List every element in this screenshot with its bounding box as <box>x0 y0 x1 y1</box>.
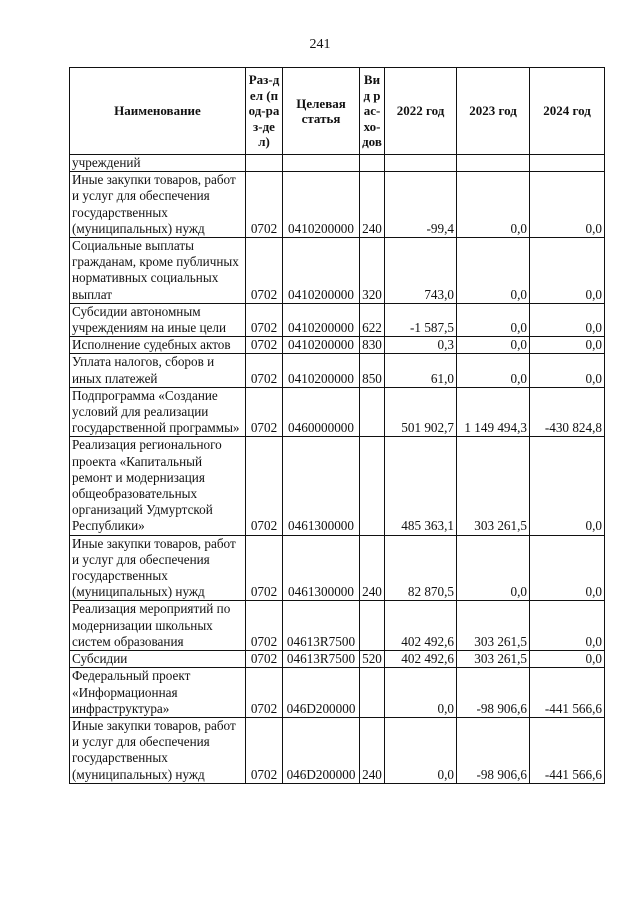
cell-expense-type: 830 <box>360 337 385 354</box>
cell-section: 0702 <box>246 387 283 437</box>
cell-name: Иные закупки товаров, работ и услуг для обеспечения государственных (муниципальных) нужд <box>70 535 246 601</box>
cell-name: Исполнение судебных актов <box>70 337 246 354</box>
cell-target <box>283 155 360 172</box>
cell-expense-type <box>360 387 385 437</box>
cell-target: 0460000000 <box>283 387 360 437</box>
header-expense-type: Вид рас-хо-дов <box>360 68 385 155</box>
cell-2022 <box>385 155 457 172</box>
table-row <box>70 354 605 387</box>
table-row <box>70 172 605 238</box>
cell-expense-type: 240 <box>360 172 385 238</box>
cell-expense-type: 520 <box>360 651 385 668</box>
cell-2024: -441 566,6 <box>530 668 605 718</box>
cell-section: 0702 <box>246 337 283 354</box>
header-target: Целевая статья <box>283 68 360 155</box>
table-body <box>70 155 605 784</box>
cell-section: 0702 <box>246 717 283 783</box>
table-row <box>70 303 605 336</box>
cell-target: 04613R7500 <box>283 601 360 651</box>
cell-2024: -430 824,8 <box>530 387 605 437</box>
cell-name: Социальные выплаты гражданам, кроме публичных нормативных социальных выплат <box>70 238 246 304</box>
cell-2022: 501 902,7 <box>385 387 457 437</box>
header-2024: 2024 год <box>530 68 605 155</box>
cell-section: 0702 <box>246 668 283 718</box>
cell-section: 0702 <box>246 172 283 238</box>
cell-2022: 402 492,6 <box>385 601 457 651</box>
cell-2024: 0,0 <box>530 601 605 651</box>
cell-section: 0702 <box>246 601 283 651</box>
cell-2023: 303 261,5 <box>457 437 530 535</box>
cell-target: 0461300000 <box>283 535 360 601</box>
cell-2022: 743,0 <box>385 238 457 304</box>
cell-section: 0702 <box>246 354 283 387</box>
header-2022: 2022 год <box>385 68 457 155</box>
cell-target: 0410200000 <box>283 172 360 238</box>
cell-target: 0410200000 <box>283 354 360 387</box>
cell-section: 0702 <box>246 238 283 304</box>
cell-section: 0702 <box>246 535 283 601</box>
cell-2022: 485 363,1 <box>385 437 457 535</box>
cell-2022: 402 492,6 <box>385 651 457 668</box>
cell-target: 0410200000 <box>283 303 360 336</box>
cell-name: Иные закупки товаров, работ и услуг для обеспечения государственных (муниципальных) нужд <box>70 172 246 238</box>
cell-name: Федеральный проект «Информационная инфраструктура» <box>70 668 246 718</box>
cell-expense-type: 240 <box>360 535 385 601</box>
cell-2023: 0,0 <box>457 238 530 304</box>
cell-2022: 0,0 <box>385 668 457 718</box>
cell-expense-type <box>360 155 385 172</box>
cell-2024: 0,0 <box>530 337 605 354</box>
cell-2022: 82 870,5 <box>385 535 457 601</box>
cell-2024: 0,0 <box>530 303 605 336</box>
cell-2023: 0,0 <box>457 354 530 387</box>
cell-expense-type: 240 <box>360 717 385 783</box>
page-number: 241 <box>309 37 331 52</box>
table-row <box>70 668 605 718</box>
cell-2023: -98 906,6 <box>457 668 530 718</box>
cell-section <box>246 155 283 172</box>
header-2023: 2023 год <box>457 68 530 155</box>
cell-expense-type <box>360 437 385 535</box>
table-row <box>70 337 605 354</box>
cell-2022: 0,3 <box>385 337 457 354</box>
cell-2024 <box>530 155 605 172</box>
cell-2023: 1 149 494,3 <box>457 387 530 437</box>
cell-name: Подпрограмма «Создание условий для реализации государственной программы» <box>70 387 246 437</box>
cell-name: Уплата налогов, сборов и иных платежей <box>70 354 246 387</box>
cell-name: Иные закупки товаров, работ и услуг для обеспечения государственных (муниципальных) нужд <box>70 717 246 783</box>
cell-2024: 0,0 <box>530 651 605 668</box>
cell-section: 0702 <box>246 437 283 535</box>
cell-name: Реализация мероприятий по модернизации школьных систем образования <box>70 601 246 651</box>
table-header <box>70 68 605 155</box>
header-name: Наименование <box>70 68 246 155</box>
cell-2022: -99,4 <box>385 172 457 238</box>
cell-2023: 303 261,5 <box>457 601 530 651</box>
cell-name: учреждений <box>70 155 246 172</box>
cell-2024: 0,0 <box>530 535 605 601</box>
table-row <box>70 535 605 601</box>
cell-2024: -441 566,6 <box>530 717 605 783</box>
cell-2023: 303 261,5 <box>457 651 530 668</box>
cell-expense-type <box>360 668 385 718</box>
cell-2024: 0,0 <box>530 238 605 304</box>
cell-target: 046D200000 <box>283 717 360 783</box>
cell-2022: 61,0 <box>385 354 457 387</box>
cell-name: Субсидии <box>70 651 246 668</box>
budget-table <box>69 67 605 784</box>
table-row <box>70 651 605 668</box>
cell-target: 0461300000 <box>283 437 360 535</box>
cell-2023: 0,0 <box>457 535 530 601</box>
cell-name: Субсидии автономным учреждениям на иные цели <box>70 303 246 336</box>
cell-2024: 0,0 <box>530 354 605 387</box>
cell-target: 0410200000 <box>283 238 360 304</box>
cell-2022: 0,0 <box>385 717 457 783</box>
cell-2024: 0,0 <box>530 172 605 238</box>
cell-2023: 0,0 <box>457 303 530 336</box>
cell-target: 0410200000 <box>283 337 360 354</box>
cell-2022: -1 587,5 <box>385 303 457 336</box>
cell-2023: -98 906,6 <box>457 717 530 783</box>
table-row <box>70 155 605 172</box>
cell-section: 0702 <box>246 303 283 336</box>
cell-expense-type: 622 <box>360 303 385 336</box>
cell-target: 04613R7500 <box>283 651 360 668</box>
table-row <box>70 437 605 535</box>
cell-2023: 0,0 <box>457 172 530 238</box>
header-section: Раз-дел (под-раз-дел) <box>246 68 283 155</box>
table-row <box>70 717 605 783</box>
cell-2024: 0,0 <box>530 437 605 535</box>
table-row <box>70 601 605 651</box>
table-row <box>70 238 605 304</box>
cell-name: Реализация регионального проекта «Капитальный ремонт и модернизация общеобразовательных организаций Удмуртской Республики» <box>70 437 246 535</box>
cell-expense-type: 320 <box>360 238 385 304</box>
cell-2023: 0,0 <box>457 337 530 354</box>
cell-expense-type <box>360 601 385 651</box>
cell-expense-type: 850 <box>360 354 385 387</box>
cell-2023 <box>457 155 530 172</box>
table-row <box>70 387 605 437</box>
cell-target: 046D200000 <box>283 668 360 718</box>
cell-section: 0702 <box>246 651 283 668</box>
